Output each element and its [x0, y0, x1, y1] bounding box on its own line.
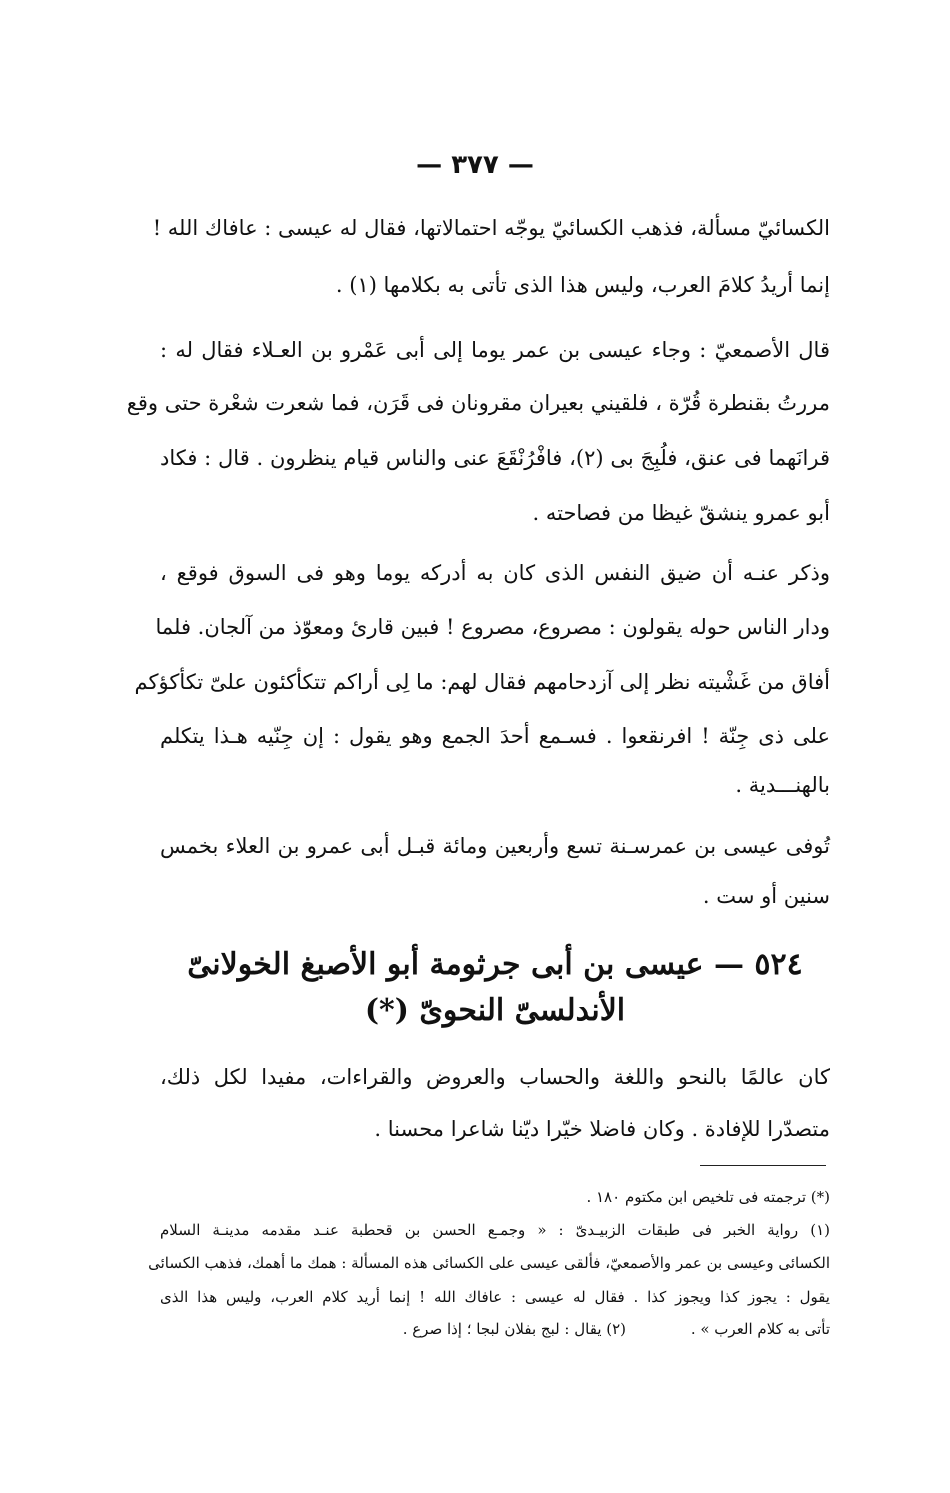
entry-heading: ٥٢٤ — عيسى بن أبى جرثومة أبو الأصبغ الخولانىّ — [187, 947, 803, 982]
text-line: أفاق من غَشْيته نظر إلى آزدحامهم فقال لهم: ما لِى أراكم تتكأكئون علىّ تكأكؤكم — [134, 670, 830, 694]
footnote-1-line: يقول : يجوز كذا ويجوز كذا . فقال له عيسى : عافاك الله ! إنما أريد كلام العرب، وليس هذا الذى — [160, 1288, 830, 1306]
text-line: أبو عمرو ينشقّ غيظا من فصاحته . — [532, 501, 830, 525]
text-line: مررتُ بقنطرة قُرّة ، فلقيني بعيران مقرونان فى قَرَن، فما شعرت شعْرة حتى وقع — [126, 391, 830, 415]
footnote-separator — [700, 1165, 826, 1166]
page-number: — ٣٧٧ — — [416, 150, 534, 180]
text-line: سنين أو ست . — [702, 884, 830, 908]
text-line: على ذى جِنّة ! افرنقعوا . فسـمع أحدَ الجمع وهو يقول : إن جِنّيه هـذا يتكلم — [160, 724, 830, 748]
text-line: بالهنـــدية . — [735, 773, 830, 797]
text-line: وذكر عنـه أن ضيق النفس الذى كان به أدركه يوما وهو فى السوق فوقع ، — [160, 561, 830, 585]
text-line: ودار الناس حوله يقولون : مصروع، مصروع ! فبين قارئ ومعوّذ من آلجان. فلما — [155, 615, 830, 639]
footnote-star: (*) ترجمته فى تلخيص ابن مكتوم ١٨٠ . — [586, 1188, 830, 1206]
text-line: الكسائيّ مسألة، فذهب الكسائيّ يوجّه احتمالاتها، فقال له عيسى : عافاك الله ! — [152, 216, 830, 240]
footnote-2: (٢) يقال : لبج بفلان لبجا ؛ إذا صرع . — [402, 1320, 627, 1338]
text-line: تُوفى عيسى بن عمرسـنة تسع وأربعين ومائة قبـل أبى عمرو بن العلاء بخمس — [160, 834, 830, 858]
text-line: إنما أريدُ كلامَ العرب، وليس هذا الذى تأتى به بكلامها (١) . — [335, 273, 830, 297]
footnote-1-line: الكسائى وعيسى بن عمر والأصمعيّ، فألقى عيسى على الكسائى هذه المسألة : همك ما أهمك، فذهب الكسائى — [148, 1254, 830, 1272]
footnote-last-line — [160, 1322, 830, 1337]
text-line: قرانَهما فى عنق، فلُبِجَ بى (٢)، فافْرُنْقَعَ عنى والناس قيام ينظرون . قال : فكاد — [160, 446, 830, 470]
text-line: قال الأصمعيّ : وجاء عيسى بن عمر يوما إلى أبى عَمْرو بن العـلاء فقال له : — [160, 338, 830, 362]
text-line: متصدّرا للإفادة . وكان فاضلا خيّرا ديّنا شاعرا محسنا . — [374, 1117, 830, 1141]
footnote-1-end: تأتى به كلام العرب » . — [690, 1320, 830, 1338]
footnote-1-line: (١) رواية الخبر فى طبقات الزبيـدىّ : « وجمـع الحسن بن قحطبة عنـد مقدمه مدينـة السلام — [160, 1221, 830, 1239]
entry-subheading: الأندلسىّ النحوىّ (*) — [364, 993, 626, 1028]
text-line: كان عالمًا بالنحو واللغة والحساب والعروض والقراءات، مفيدا لكل ذلك، — [160, 1065, 830, 1089]
